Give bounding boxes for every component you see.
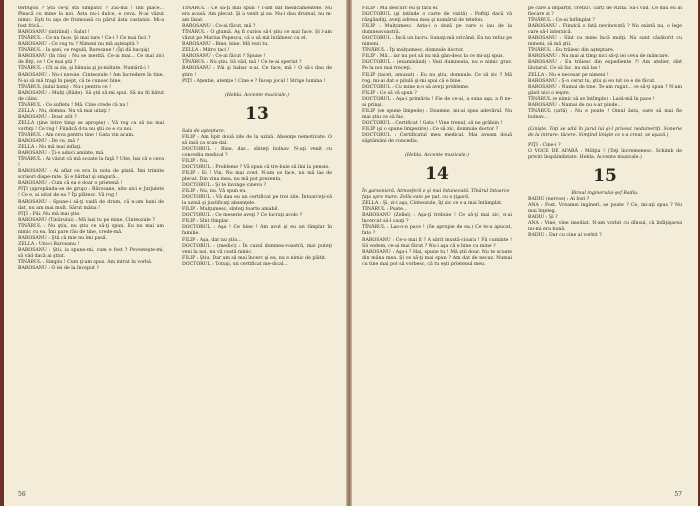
dialogue-line: ZELLA : Şi, zi-i aşa, Cinteozule, îţi zic ce s-a mai întâmplat. xyxy=(362,201,503,207)
stage-direction: (Hebla. Accente muzicale.) xyxy=(405,153,469,159)
dialogue-line: FILIP : Mă... iar nu pot să nu mă gân-desc la ce mi-aţi spus. xyxy=(362,54,504,60)
dialogue-line: DOCTORUL (şi intinde o carte de vizită) : Poftiţi dacă vă răzgândiţi, aveţi adresa mea şi numărul de telefon. xyxy=(362,12,512,24)
dialogue-line: DOCTORUL : Certificatul meu medical. Mai aveam două săptămâni de concediu. xyxy=(362,132,512,145)
right-page xyxy=(352,0,698,506)
dialogue-line: BAROSANU : Fiindcă o fată nevinovată ? Nu există nu, o lege care să-l interzică. xyxy=(528,24,682,36)
dialogue-line: TÎNĂRUL : Nu ştiu, nu ştiu ce să-ţi spun. Eu nu mai am nimic cu ea. Îmi pare rău de tine, crede-mă. xyxy=(18,223,164,235)
page-number: 56 xyxy=(18,491,26,498)
dialogue-line: BAROSANU : Ştii, ia spune-mi, cum e fost ? Povesteşte-mi, să văd dacă ai ştiut. xyxy=(18,247,164,259)
left-page xyxy=(4,0,346,506)
dialogue-line: ANA : Fost. Vreamei ingineri, se poate ? Ce, mi-aţi spus ? Nu mai înţeleg. xyxy=(528,203,682,215)
dialogue-line: BAROSANU : Numai de tine. Te-am rugat... ce să-ţi spun ? N-am găsit nici o ieşire. xyxy=(528,84,682,96)
dialogue-line: BAROSANU : Numai de nu s-ar pinde... xyxy=(528,102,622,108)
dialogue-line: FILIP : Mulţumesc, sînteţi foarte amabil. xyxy=(182,207,279,213)
left-page-column-2 xyxy=(182,6,332,494)
dialogue-line: TÎNĂRUL : Ia şezi, ce regulă, Barosane ! (Îşi dă bacşiş) xyxy=(18,48,150,54)
dialogue-line: TÎNĂRUL : Nu ştiu. Să văd, mă ! Ce te-ai speriat ? xyxy=(182,60,302,66)
dialogue-line: FILIP : Ştiu. Dar am să mai încerc şi eu, nu e nimic de plătit. xyxy=(182,255,327,261)
scene-number: 15 xyxy=(593,166,617,187)
dialogue-line: BAROSANU : Nu mai ai timp nici să-ţi iei ceva de mâncare. xyxy=(528,54,670,60)
scene-number: 14 xyxy=(425,164,449,185)
dialogue-line: BAROSANU : Ştii că mie nu îmi pasă. xyxy=(18,235,108,241)
dialogue-line: ZELLA : Nu mă mai inflaţi. xyxy=(18,145,82,151)
dialogue-line: DOCTORUL : Certificat ! Gata ! Vine trenul, să ne grăbim ! xyxy=(362,120,503,126)
dialogue-block xyxy=(362,6,512,145)
dialogue-line: DOCTORUL : Vă dau eu un certificat pe trei zile. Întoarceţi-vă la uzină şi justificaţi absenţele. xyxy=(182,195,332,207)
dialogue-block xyxy=(528,143,682,161)
dialogue-line: DOCTORUL : Şi te învinge cineva ? xyxy=(182,183,266,189)
dialogue-line: FILIP : Mulţumesc. Asta-i o doză pe care o iau de la dumneavoastră. xyxy=(362,24,512,36)
dialogue-block xyxy=(528,6,682,121)
scene-number: 13 xyxy=(245,103,269,124)
dialogue-line: PIŢI : Aţentie, atenţie ! Cine e ? Încep jocul ! Strige lumina ! xyxy=(182,78,326,84)
dialogue-line: BAROSANU : Ai aflat ce era în nota de plată. Îmi trimite scrisori dispe-rate. Şi e bărbat şi singură... xyxy=(18,169,164,181)
dialogue-line: FILIP : Am lipit două zile de la uzină. Absenţe nemotivate. O să iasă ca scan-dal. xyxy=(182,134,332,146)
dialogue-line: TÎNĂRUL (e nimic să se întîmple) : Lasă-mă în pace ! xyxy=(528,96,655,102)
dialogue-line: TÎNĂRUL : Poate... xyxy=(362,207,408,213)
dialogue-line: BAROSANU : Spune-i să-ţi vadă de drum, că n-am bani de dat, nu am mai mult. Sărut mâna ! xyxy=(18,199,164,211)
dialogue-line: BAROSANU (intrând) : Salut ! xyxy=(18,30,90,36)
dialogue-line: BAROSANU : Păi şi habar n-ai. Ce face, mă ! O să-i dau de ştire ! xyxy=(182,66,332,78)
dialogue-line: DOCTORUL : Aşa-i primăria ! Fie de ce-ai, a suna aşa, a fi ne-ai prinşi. xyxy=(362,96,512,108)
scene-heading: Sala de aşteptare. xyxy=(182,128,226,134)
dialogue-line: pe care a impărțit, crețiu!, cărți de vizită. Să-i văd. Ce dau eu în fiecare zi ? xyxy=(528,6,682,18)
dialogue-line: BAROSANU : Ce rog tu ? Nimeni nu mă aşteaptă ? xyxy=(18,42,139,48)
dialogue-line: BAROSANU : Mulţi (Râde). Să ştii să-mi spui. Să nu fii bătut de câini. xyxy=(18,90,164,102)
dialogue-line: BAROSANU : De ce, mă ? xyxy=(18,139,80,145)
dialogue-line: TÎNĂRUL : Cît ai zis, şi bănuia şi ju-mătate. Numără-i ! xyxy=(18,66,150,72)
dialogue-line: FILIP : Sînt tîmplar. xyxy=(182,219,230,225)
dialogue-line: TÎNĂRUL : Ce sufletu ! Mă. Cine crede că nu ! xyxy=(18,102,129,108)
dialogue-line: BAROSANU : Bine, bine. Mă vezi tu. xyxy=(182,42,269,48)
dialogue-line: ZELLA : Nu, domnu. Nu vă mai uitaţi ! xyxy=(18,108,110,114)
dialogue-line: BAROSANU : Sînt cu mine încă mulţi. Nu sunt căsătorit cu nimeni, să mă ştii. xyxy=(528,36,682,48)
dialogue-line: FILIP : Nu, nu. Vă spun eu. xyxy=(182,189,247,195)
scene-heading: Biroul inginerului-şef Badiu. xyxy=(571,191,639,197)
dialogue-line: FILIP : Ei ! Vin. Nu mai cred. N-am ce face, nu mă las de plecat. Din vina mea, nu mă pot prezenta. xyxy=(182,170,332,183)
dialogue-line: DOCTORUL : (examinând) : Vezi dumneata, nu e nimic grav. Pe la noi mai treceţi. xyxy=(362,60,512,72)
dialogue-line: BAROSANU (Tinărului) : Mă lași tu pe mine, Cinteozule ? xyxy=(18,217,155,223)
dialogue-line: TÎNĂRUL : Ce să-ţi mai spun ? I-am dat medicamentele. Nu era acasă. Am plecat. Şi a venit şi ea. Nu-i dau drumul, nu m-am lăsat. xyxy=(182,6,332,24)
dialogue-line: BAROSANU : O iei de la început ? xyxy=(18,266,99,272)
dialogue-line: FILIP (şi o spune limpezire) : Ce să zic, domnule doctor ? xyxy=(362,126,499,132)
dialogue-line: TÎNĂRUL : Simplu ! Cum ţi-am spus. Am intrat în vorbă. xyxy=(18,259,153,265)
dialogue-line: BAROSANU : Cum că ea e doar o prietenă ! xyxy=(18,181,123,187)
dialogue-line: BAROSANU : Ce-o mai fi ? A sărit mustă-cioara ! Fii cuminte ! Să vedem, ce-ai mai făcut ? Nu-i aşa că e bine cu mine ? xyxy=(362,237,512,249)
dialogue-line: BAROSANU : Ş-o cerut tu, ştiu și eu tot ce e de făcut. xyxy=(528,78,656,84)
dialogue-line: BAROSANU : Ce-ai făcut ? Spune ! xyxy=(182,54,266,60)
dialogue-line: ZELLA (ţine intre timp se apropie) : Vă rog ca să nu mai vorbiţi ! Ce rog ! Fiindcă d-ta nu ştii ce e cu noi. xyxy=(18,120,164,132)
dialogue-line: BADIU (nervos) : Ai fost ? xyxy=(528,197,590,203)
dialogue-line: BAROSANU (în râs) : Nu se merită. Ce-ai mai... Ce mai zici de Biţi, ce ! Ce mai ştii ? xyxy=(18,54,164,66)
dialogue-line: BADIU : Şi ? xyxy=(528,215,558,221)
dialogue-line: FILIP (se spune limpede) : Doamne, mi-ai spus adevărul. Nu mai ştiu ce să fac. xyxy=(362,108,512,120)
dialogue-line: TÎNĂRUL (lulul bani) : Nu-i pentru ce ! xyxy=(18,84,111,90)
dialogue-line: TÎNĂRUL : Eu trăiesc din aşteptare. xyxy=(528,48,615,54)
dialogue-line: TÎNĂRUL : Am ceva pentru tine ! Gata vin acum. xyxy=(18,132,135,138)
dialogue-line: BAROSANU : Eu trăiesc din expediente ?! Am atelier, sînt lăutarul. Ce să fac, nu mă las ! xyxy=(528,60,682,72)
dialogue-line: DOCTORUL : Aşa ! Ce bine ! Am avut şi eu un tîmplar în familie. xyxy=(182,225,332,237)
dialogue-line: DOCTORUL : (medici) : În cazul dumnea-voastră, mai puteţi veni la noi, nu vă costă nimic. xyxy=(182,243,332,255)
dialogue-line: ANA : Vine, vine imediat. N-am vorbit cu dînsul, că înfăţişarea nu-mi era bună. xyxy=(528,221,682,233)
stage-direction: (Hebla. Accente muzicale.) xyxy=(225,92,289,98)
dialogue-line: BAROSANU (Zellei) : Aşa-ţi trebuie ! Ce să-ţi mai zic, n-ai încercat să-l cauţi ? xyxy=(362,213,512,225)
dialogue-line: ZELLA : Nu e necesar pe nimeni ! xyxy=(528,72,609,78)
dialogue-line: TÎNĂRUL : Îţi mulţumesc, domnule doctor. xyxy=(362,48,464,54)
dialogue-line: DOCTORUL : Probleme ? Vă spun că tre-buie să îmi la pensie. xyxy=(182,164,330,170)
right-page-column-1 xyxy=(362,6,512,494)
dialogue-line: TÎNĂRUL : Ce nu face. Şi mai tare ! Ce-i ? Ce mai faci ? xyxy=(18,36,151,42)
dialogue-line: TÎNĂRUL : Ce-ai întîmplat ? xyxy=(528,18,595,24)
dialogue-line: ZELLA : Mitro taci ! xyxy=(182,48,230,54)
dialogue-line: TÎNĂRUL : Ai văzut că mă scoate la faţă ? Uite, hai că e ceva ! xyxy=(18,157,164,169)
scene-heading: În garsonieră. Atmosferă e şi mai întunecată. Tînărul întoarce faţa spre mare. Zella este pe pat, cu o ţigară. xyxy=(362,189,510,201)
page-number: 57 xyxy=(674,491,682,498)
dialogue-line: FILIP : Mă descurc eu şi fără el. xyxy=(362,6,439,11)
dialogue-line: BAROSANU : Aşa-i ? Hai, spune tu ! Mă ştii doar. Nu te scoate din mâna mea. Şi ce să-ţi mai spun ? Am dat de necaz. Numai cu tine mai pot să vorbesc, că tu eşti prietenul meu. xyxy=(362,249,512,267)
dialogue-line: BAROSANU : Ţi-o aduci aminte, mă. xyxy=(18,151,105,157)
dialogue-block xyxy=(362,201,512,268)
dialogue-line: TÎNĂRUL (urlă) : Nu e poate ! Omul ăsta, oare să mai fie bolnav... xyxy=(528,108,682,120)
dialogue-line: DOCTORUL : Cu mine n-o să aveţi probleme. xyxy=(362,84,470,90)
dialogue-block xyxy=(18,6,164,272)
dialogue-block xyxy=(182,135,332,268)
dialogue-block xyxy=(528,197,682,239)
dialogue-line: FILIP : Aşa, dar nu ştiu... xyxy=(182,237,242,243)
dialogue-line: DOCTORUL : Ce meserie aveţi ? Ce lucraţi acolo ? xyxy=(182,213,303,219)
dialogue-line: BAROSANU : Nu-i nevoie. Cinteozule ! Am încredere în tine. N-ai să mă tragi în piept, că te cunosc bine. xyxy=(18,72,164,84)
dialogue-line: TÎNĂRUL : O glumă. Aş fi curios să-l ştiu ce mai face. Şi l-am văzut pe Marius Popescu, că o să mă întâlnesc cu el. xyxy=(182,30,332,42)
dialogue-line: DOCTORUL : Încă un lucru. Sunaţi-mă oricând. Eu nu refuz pe nimeni. xyxy=(362,36,512,48)
dialogue-line: DOCTORUL : Totuşi, un certificat me-dical... xyxy=(182,261,288,267)
dialogue-line: BAROSANU : Doar atît ? xyxy=(18,114,77,120)
dialogue-line: ZELLA : Unu-i Barosanu ! xyxy=(18,241,80,247)
left-page-column-1 xyxy=(18,6,164,494)
dialogue-line: FILIP : Ce să vă spun ? xyxy=(362,90,417,96)
dialogue-line: PIŢI (apropiindu-se de grup) : Bărosane, uite aici e Jurjulete ! Ce e, ai uitat de ea ? Îţi plătesc. Vă rog ! xyxy=(18,187,164,199)
dialogue-line: BAROSANU : Ce-ai făcut, mă ? xyxy=(182,24,256,30)
stage-direction: (Linişte. Toţi se uită în jurul lui şi-l privesc nedumeriţi. Sonerie de la intrare: tăcere. Simţind linişte ce s-a creat, se aşază.) xyxy=(528,126,682,138)
dialogue-block xyxy=(182,6,332,85)
dialogue-line: BADIU : Dar cu cine ai vorbit ? xyxy=(528,233,602,239)
right-page-column-2 xyxy=(528,6,682,494)
dialogue-line: O VOCE DE AFARĂ : Miliţia ! (Toţi încremenesc. Schimb de priviri înspăimîntate. Hebla. Accente muzicale.) xyxy=(528,149,682,161)
dialogue-line: FILIP (tacet, amuzat) : Eu nu ştiu, domnule. Ce să zic ? Mă rog, mi-ai dat o pilulă şi-mi spui că e bine. xyxy=(362,72,512,84)
dialogue-line: PIŢI : Cine-i ? xyxy=(528,142,561,148)
dialogue-line: terbujon ? Ştii ce-ţi stă simpatic ? Ziu-mă ! Imi place... Pleacă cu mine la noi. Ăsta nu-i dulce, e ceva. N-ai văzut nimic. Eşti tu aşa de frumoasă cu părul ăsta castaniu. Mi-a fost frică... xyxy=(18,6,164,30)
dialogue-line: PIŢI : Păi. Nu mă mai ştie. xyxy=(18,211,81,217)
dialogue-line: FILIP : Nu. xyxy=(182,158,209,164)
dialogue-line: DOCTORUL : Bine, dar... sînteţi bolnav. N-aţi venit cu concediu medical ? xyxy=(182,146,332,158)
dialogue-line: TÎNĂRUL : Las-o-n pace ! (Se apropie de ea.) Ce te-a apucat, fato ? xyxy=(362,225,512,237)
